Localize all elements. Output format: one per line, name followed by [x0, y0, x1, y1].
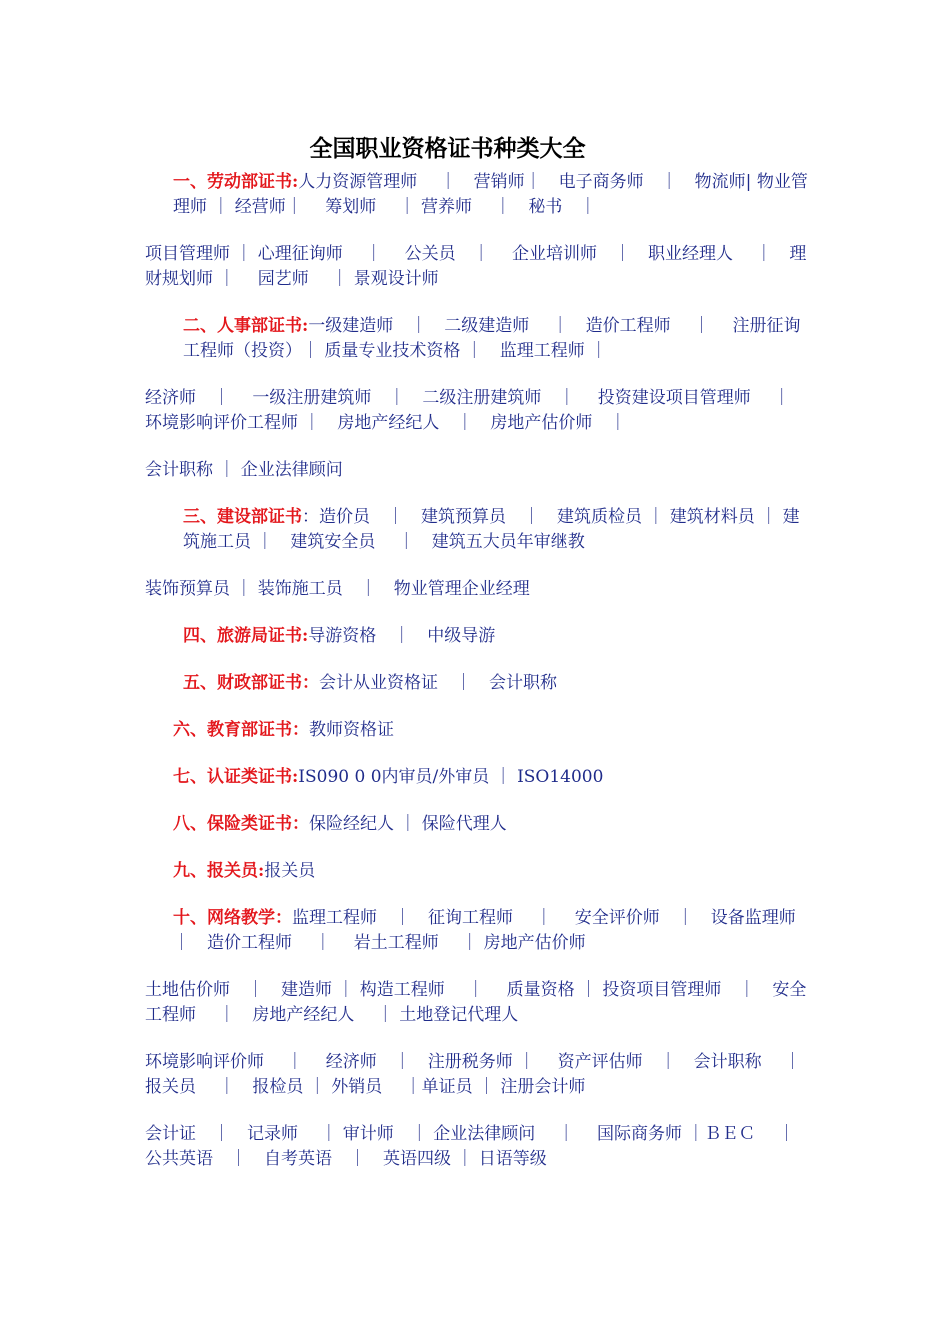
section-text: 项目管理师 ｜ 心理征询师 ｜ 公关员 ｜ 企业培训师 ｜ 职业经理人 ｜ 理财规划师 ｜ 园艺师 ｜ 景观设计师	[145, 244, 807, 289]
section-personnel-line-2	[145, 386, 810, 436]
section-certification	[145, 765, 810, 790]
section-online-line-1	[145, 906, 813, 956]
section-online-line-2	[145, 978, 810, 1028]
section-text: 人力资源管理师 ｜ 营销师｜ 电子商务师 ｜ 物流师| 物业管理师 ｜ 经营师｜ 筹划师 ｜ 营养师 ｜ 秘书 ｜	[173, 172, 808, 217]
section-text: 土地估价师 ｜ 建造师 ｜ 构造工程师 ｜ 质量资格 ｜ 投资项目管理师 ｜ 安全工程师 ｜ 房地产经纪人 ｜ 土地登记代理人	[145, 980, 807, 1025]
section-personnel-line-3	[145, 458, 810, 483]
section-text: 教师资格证	[309, 720, 394, 740]
section-label: 二、人事部证书:	[183, 316, 309, 336]
section-label: 七、认证类证书:	[173, 767, 299, 787]
section-personnel-line-1	[145, 314, 810, 364]
section-tourism	[145, 624, 810, 649]
section-label: 三、建设部证书	[183, 507, 302, 527]
section-text: 监理工程师 ｜ 征询工程师 ｜ 安全评价师 ｜ 设备监理师 ｜ 造价工程师 ｜ 岩土工程师 ｜ 房地产估价师	[173, 908, 813, 953]
section-education	[145, 718, 810, 743]
section-text: 会计证 ｜ 记录师 ｜ 审计师 ｜ 企业法律顾问 ｜ 国际商务师 ｜ＢＥＣ ｜ 公共英语 ｜ 自考英语 ｜ 英语四级 ｜ 日语等级	[145, 1124, 812, 1169]
section-text: 保险经纪人 ｜ 保险代理人	[309, 814, 507, 834]
section-label: 四、旅游局证书:	[183, 626, 309, 646]
document-page	[145, 130, 819, 1194]
section-customs	[145, 859, 810, 884]
section-text: 一级建造师 ｜ 二级建造师 ｜ 造价工程师 ｜ 注册征询工程师（投资）｜ 质量专业技术资格 ｜ 监理工程师 ｜	[183, 316, 801, 361]
section-label: 一、劳动部证书:	[173, 172, 299, 192]
section-labor-line-1	[145, 170, 810, 220]
page-title: 全国职业资格证书种类大全	[309, 135, 586, 162]
section-label: 五、财政部证书：	[183, 673, 319, 693]
section-text: 会计从业资格证 ｜ 会计职称	[319, 673, 557, 693]
section-insurance	[145, 812, 810, 837]
section-text: ：造价员 ｜ 建筑预算员 ｜ 建筑质检员 ｜ 建筑材料员 ｜ 建筑施工员 ｜ 建筑安全员 ｜ 建筑五大员年审继教	[183, 507, 800, 552]
section-text: 会计职称 ｜ 企业法律顾问	[145, 460, 343, 480]
section-label: 九、报关员:	[173, 861, 265, 881]
section-text: IS090 0 0内审员/外审员 ｜ ISO14000	[298, 767, 604, 787]
section-text: 环境影响评价师 ｜ 经济师 ｜ 注册税务师 ｜ 资产评估师 ｜ 会计职称 ｜ 报关员 ｜ 报检员 ｜ 外销员 ｜单证员 ｜ 注册会计师	[145, 1052, 819, 1097]
section-label: 十、网络教学：	[173, 908, 292, 928]
section-construction-line-2	[145, 577, 810, 602]
section-label: 六、教育部证书：	[173, 720, 309, 740]
section-text: 报关员	[264, 861, 316, 881]
section-text: 导游资格 ｜ 中级导游	[308, 626, 496, 646]
section-online-line-3	[145, 1050, 819, 1100]
section-online-line-4	[145, 1122, 810, 1172]
section-text: 经济师 ｜ 一级注册建筑师 ｜ 二级注册建筑师 ｜ 投资建设项目管理师 ｜ 环境影响评价工程师 ｜ 房地产经纪人 ｜ 房地产估价师 ｜	[145, 388, 791, 433]
section-finance	[145, 671, 810, 696]
section-text: 装饰预算员 ｜ 装饰施工员 ｜ 物业管理企业经理	[145, 579, 530, 599]
section-construction-line-1	[145, 505, 810, 555]
section-label: 八、保险类证书：	[173, 814, 309, 834]
section-labor-line-2	[145, 242, 810, 292]
